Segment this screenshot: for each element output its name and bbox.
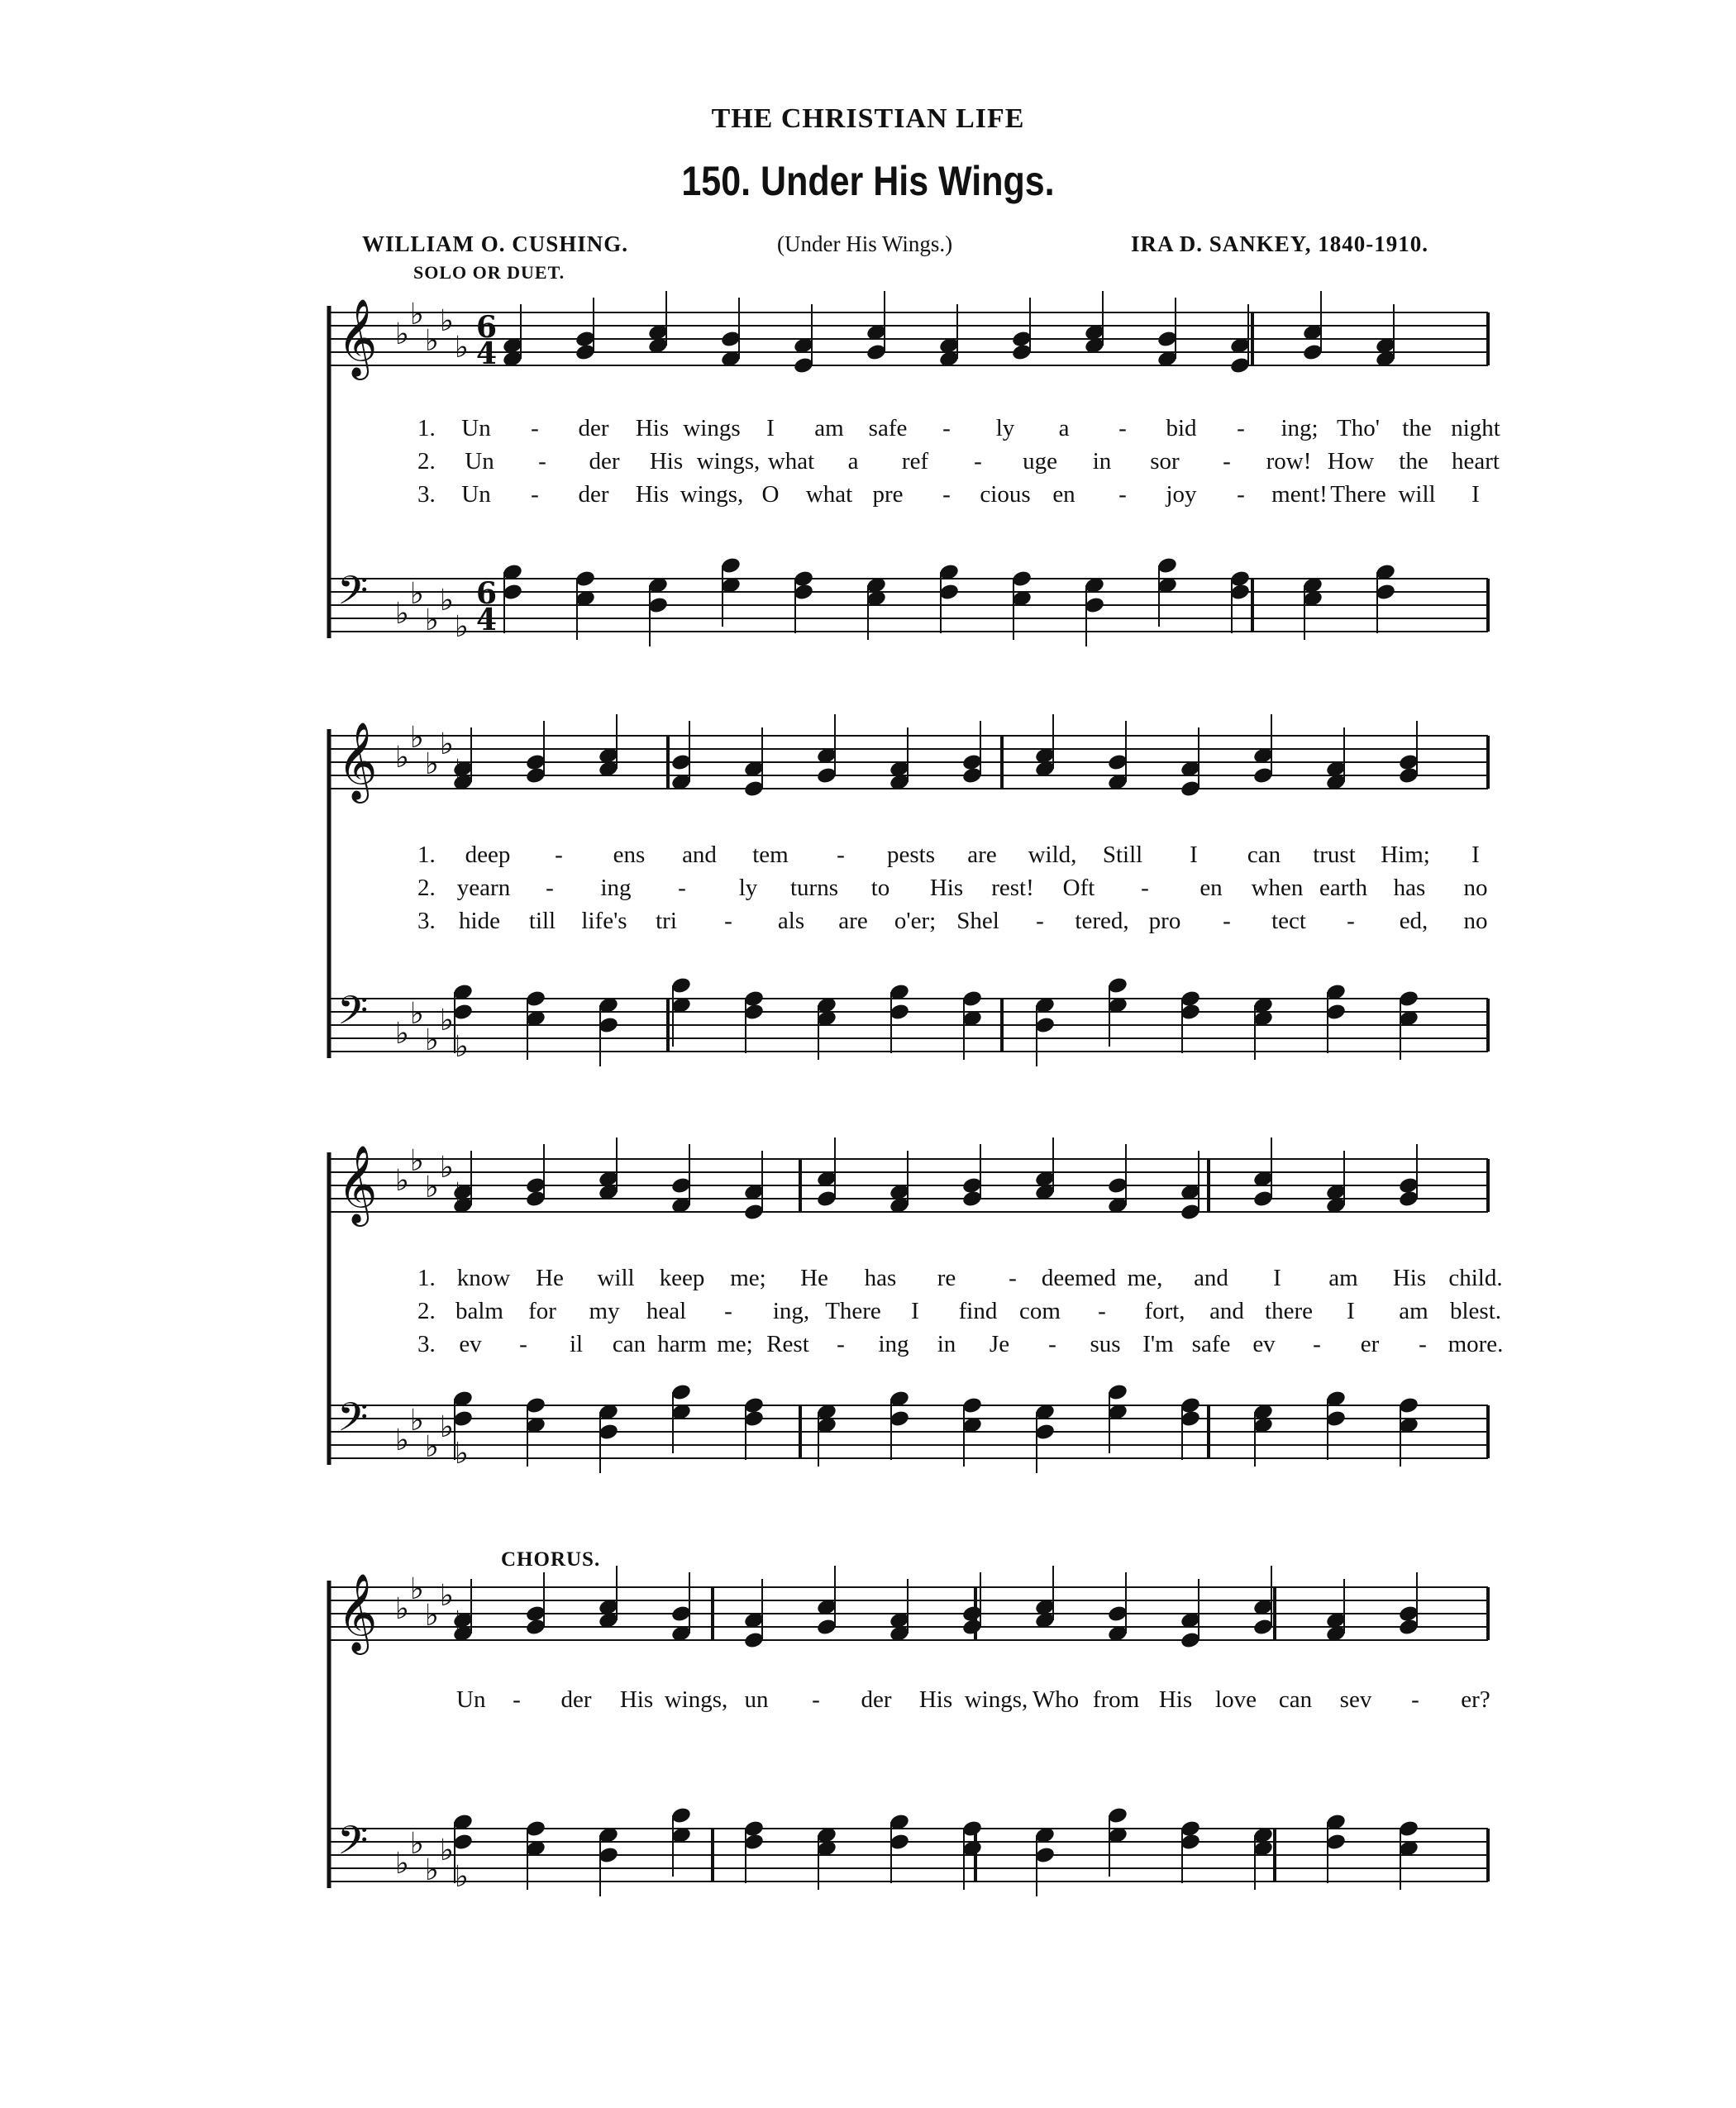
- lyric-syllable: His: [635, 415, 670, 441]
- lyric-syllable: know: [456, 1265, 511, 1291]
- lyric-syllable: Oft: [1062, 875, 1095, 901]
- lyric-syllable: -: [974, 448, 982, 475]
- lyric-syllable: has: [864, 1265, 897, 1291]
- lyric-syllable: ing;: [1281, 415, 1319, 441]
- flat-icon: ♭: [410, 298, 424, 331]
- lyric-syllable: me,: [1127, 1265, 1163, 1291]
- lyric-syllable: 1.: [417, 415, 436, 441]
- lyric-syllable: er?: [1461, 1686, 1490, 1713]
- lyric-syllable: I: [1190, 842, 1198, 868]
- lyric-syllable: Tho': [1337, 415, 1380, 441]
- lyric-syllable: -: [1141, 875, 1149, 901]
- lyric-syllable: ly: [738, 875, 758, 901]
- lyric-syllable: His: [1392, 1265, 1427, 1291]
- lyric-syllable: 1.: [417, 1265, 436, 1291]
- lyric-syllable: me;: [717, 1331, 753, 1357]
- treble-clef-icon: 𝄞: [337, 298, 378, 377]
- lyric-syllable: His: [929, 875, 964, 901]
- chorus-label: CHORUS.: [501, 1548, 601, 1571]
- lyric-syllable: There: [1330, 481, 1386, 508]
- flat-icon: ♭: [395, 1164, 409, 1198]
- lyric-syllable: un: [744, 1686, 769, 1713]
- lyric-syllable: heal: [646, 1298, 687, 1324]
- bass-clef-icon: 𝄢: [337, 567, 369, 623]
- lyric-syllable: ref: [901, 448, 929, 475]
- lyric-syllable: I: [1471, 481, 1480, 508]
- flat-icon: ♭: [425, 1599, 439, 1633]
- lyric-syllable: I: [911, 1298, 919, 1324]
- lyric-syllable: safe: [1191, 1331, 1231, 1357]
- lyric-syllable: am: [1328, 1265, 1358, 1291]
- lyric-syllable: der: [560, 1686, 592, 1713]
- lyric-syllable: will: [1398, 481, 1436, 508]
- lyric-syllable: love: [1215, 1686, 1257, 1713]
- lyric-syllable: -: [942, 481, 951, 508]
- lyric-syllable: -: [837, 1331, 845, 1357]
- lyric-syllable: blest.: [1449, 1298, 1502, 1324]
- lyric-syllable: der: [578, 415, 609, 441]
- lyric-syllable: -: [531, 415, 539, 441]
- lyric-syllable: His: [649, 448, 684, 475]
- lyric-syllable: heart: [1452, 448, 1500, 475]
- lyric-syllable: earth: [1319, 875, 1367, 901]
- lyric-syllable: tri: [656, 908, 677, 934]
- lyric-syllable: when: [1251, 875, 1304, 901]
- lyric-syllable: il: [569, 1331, 584, 1357]
- lyric-syllable: 3.: [417, 908, 436, 934]
- lyric-syllable: the: [1402, 415, 1432, 441]
- flat-icon: ♭: [410, 997, 424, 1031]
- lyric-syllable: no: [1463, 875, 1488, 901]
- lyric-syllable: 3.: [417, 481, 436, 508]
- lyric-syllable: ens: [613, 842, 646, 868]
- lyric-syllable: no: [1463, 908, 1488, 934]
- lyric-syllable: will: [597, 1265, 635, 1291]
- lyric-syllable: How: [1327, 448, 1375, 475]
- author-credit: WILLIAM O. CUSHING.: [362, 231, 629, 256]
- lyric-syllable: more.: [1447, 1331, 1504, 1357]
- lyric-syllable: bid: [1166, 415, 1197, 441]
- section-title: THE CHRISTIAN LIFE: [711, 103, 1025, 134]
- lyric-syllable: sev: [1339, 1686, 1372, 1713]
- lyric-syllable: turns: [790, 875, 838, 901]
- flat-icon: ♭: [410, 577, 424, 611]
- flat-icon: ♭: [425, 747, 439, 781]
- lyric-syllable: der: [578, 481, 609, 508]
- lyric-syllable: -: [1223, 908, 1231, 934]
- lyric-syllable: deemed: [1041, 1265, 1117, 1291]
- lyric-syllable: Un: [456, 1686, 486, 1713]
- lyric-syllable: -: [538, 448, 546, 475]
- lyric-syllable: Un: [465, 448, 494, 475]
- lyric-syllable: from: [1092, 1686, 1140, 1713]
- lyric-syllable: o'er;: [894, 908, 937, 934]
- lyric-syllable: are: [838, 908, 868, 934]
- lyric-syllable: yearn: [456, 875, 511, 901]
- flat-icon: ♭: [455, 610, 469, 644]
- lyric-syllable: in: [937, 1331, 956, 1357]
- lyric-syllable: His: [1158, 1686, 1193, 1713]
- lyric-syllable: am: [1399, 1298, 1428, 1324]
- lyric-syllable: has: [1393, 875, 1426, 901]
- lyric-syllable: ev: [1252, 1331, 1276, 1357]
- flat-icon: ♭: [440, 1579, 454, 1613]
- flat-icon: ♭: [425, 1430, 439, 1464]
- flat-icon: ♭: [410, 1144, 424, 1178]
- lyric-syllable: there: [1265, 1298, 1313, 1324]
- lyric-syllable: till: [528, 908, 556, 934]
- lyric-syllable: tem: [752, 842, 789, 868]
- lyric-syllable: safe: [868, 415, 908, 441]
- lyric-syllable: -: [1048, 1331, 1056, 1357]
- lyric-syllable: can: [1278, 1686, 1313, 1713]
- flat-icon: ♭: [410, 721, 424, 755]
- lyric-syllable: -: [513, 1686, 521, 1713]
- lyric-syllable: pests: [887, 842, 935, 868]
- lyric-syllable: rest!: [991, 875, 1034, 901]
- flat-icon: ♭: [440, 727, 454, 761]
- lyric-syllable: my: [589, 1298, 620, 1324]
- lyric-syllable: keep: [659, 1265, 705, 1291]
- lyric-syllable: -: [1118, 415, 1127, 441]
- lyric-syllable: a: [847, 448, 859, 475]
- lyric-syllable: 3.: [417, 1331, 436, 1357]
- lyric-syllable: ing: [878, 1331, 909, 1357]
- flat-icon: ♭: [410, 1827, 424, 1861]
- lyric-syllable: a: [1058, 415, 1070, 441]
- lyric-syllable: -: [1036, 908, 1044, 934]
- lyric-syllable: ing: [600, 875, 632, 901]
- lyric-syllable: en: [1199, 875, 1223, 901]
- flat-icon: ♭: [440, 304, 454, 338]
- flat-icon: ♭: [395, 1424, 409, 1457]
- composer-credit: IRA D. SANKEY, 1840-1910.: [1131, 231, 1429, 256]
- lyric-syllable: -: [519, 1331, 527, 1357]
- flat-icon: ♭: [455, 1437, 469, 1471]
- lyric-syllable: Rest: [766, 1331, 809, 1357]
- flat-icon: ♭: [455, 331, 469, 365]
- lyric-syllable: hide: [459, 908, 500, 934]
- tune-name: (Under His Wings.): [777, 231, 953, 256]
- lyric-syllable: His: [635, 481, 670, 508]
- lyric-syllable: I: [1273, 1265, 1281, 1291]
- lyric-syllable: Still: [1102, 842, 1143, 868]
- performance-direction: SOLO OR DUET.: [413, 262, 565, 283]
- lyric-syllable: -: [531, 481, 539, 508]
- lyric-syllable: der: [861, 1686, 892, 1713]
- lyric-syllable: can: [1247, 842, 1281, 868]
- lyric-syllable: -: [1223, 448, 1231, 475]
- lyric-syllable: -: [724, 1298, 732, 1324]
- lyric-syllable: joy: [1166, 481, 1197, 508]
- lyric-syllable: I: [1347, 1298, 1355, 1324]
- lyric-syllable: en: [1052, 481, 1075, 508]
- lyric-syllable: wings,: [680, 481, 744, 508]
- treble-clef-icon: 𝄞: [337, 1573, 378, 1652]
- lyric-syllable: in: [1092, 448, 1112, 475]
- lyric-syllable: 2.: [417, 1298, 436, 1324]
- flat-icon: ♭: [440, 1834, 454, 1867]
- flat-icon: ♭: [425, 1171, 439, 1204]
- lyric-syllable: wild,: [1028, 842, 1077, 868]
- lyric-syllable: com: [1019, 1298, 1061, 1324]
- lyric-syllable: ment!: [1271, 481, 1328, 508]
- lyric-syllable: tect: [1271, 908, 1306, 934]
- lyric-syllable: -: [837, 842, 845, 868]
- lyric-syllable: He: [800, 1265, 828, 1291]
- lyric-syllable: what: [767, 448, 815, 475]
- lyric-syllable: His: [619, 1686, 654, 1713]
- lyric-syllable: He: [536, 1265, 564, 1291]
- time-signature-bottom: 4: [476, 603, 498, 637]
- lyric-syllable: Un: [461, 481, 491, 508]
- flat-icon: ♭: [410, 1404, 424, 1438]
- lyric-syllable: wings: [683, 415, 741, 441]
- flat-icon: ♭: [395, 1592, 409, 1626]
- treble-clef-icon: 𝄞: [337, 1145, 378, 1223]
- lyric-syllable: harm: [657, 1331, 707, 1357]
- lyric-syllable: night: [1451, 415, 1500, 441]
- treble-clef-icon: 𝄞: [337, 722, 378, 800]
- lyric-syllable: and: [1194, 1265, 1228, 1291]
- lyric-syllable: life's: [581, 908, 627, 934]
- flat-icon: ♭: [425, 1023, 439, 1057]
- lyric-syllable: als: [777, 908, 805, 934]
- lyric-syllable: wings,: [664, 1686, 728, 1713]
- flat-icon: ♭: [410, 1572, 424, 1606]
- lyric-syllable: Un: [461, 415, 491, 441]
- lyric-syllable: pro: [1148, 908, 1181, 934]
- lyric-syllable: -: [546, 875, 554, 901]
- lyric-syllable: sor: [1150, 448, 1180, 475]
- lyric-syllable: ev: [459, 1331, 482, 1357]
- lyric-syllable: -: [1411, 1686, 1419, 1713]
- lyric-syllable: tered,: [1075, 908, 1129, 934]
- flat-icon: ♭: [395, 1017, 409, 1051]
- time-signature-top: 6: [476, 576, 498, 611]
- lyric-syllable: wings,: [964, 1686, 1028, 1713]
- lyric-syllable: -: [1098, 1298, 1106, 1324]
- lyric-syllable: trust: [1313, 842, 1356, 868]
- lyric-syllable: ed,: [1399, 908, 1428, 934]
- lyric-syllable: what: [805, 481, 853, 508]
- lyric-syllable: cious: [980, 481, 1031, 508]
- bass-clef-icon: 𝄢: [337, 987, 369, 1043]
- lyric-syllable: His: [918, 1686, 953, 1713]
- flat-icon: ♭: [395, 317, 409, 351]
- lyric-syllable: -: [812, 1686, 820, 1713]
- flat-icon: ♭: [440, 1151, 454, 1185]
- lyric-syllable: There: [825, 1298, 881, 1324]
- flat-icon: ♭: [440, 1004, 454, 1037]
- lyric-syllable: der: [589, 448, 620, 475]
- lyric-syllable: are: [967, 842, 997, 868]
- flat-icon: ♭: [425, 603, 439, 637]
- flat-icon: ♭: [395, 741, 409, 775]
- lyric-syllable: re: [937, 1265, 956, 1291]
- time-signature-bottom: 4: [476, 336, 498, 371]
- lyric-syllable: and: [682, 842, 717, 868]
- lyric-syllable: -: [1009, 1265, 1017, 1291]
- lyric-syllable: Him;: [1381, 842, 1430, 868]
- flat-icon: ♭: [455, 1860, 469, 1894]
- lyric-syllable: 1.: [417, 842, 436, 868]
- lyric-syllable: find: [958, 1298, 998, 1324]
- flat-icon: ♭: [425, 324, 439, 358]
- hymn-title: 150. Under His Wings.: [681, 158, 1055, 204]
- lyric-syllable: -: [1419, 1331, 1427, 1357]
- lyric-syllable: I: [1471, 842, 1480, 868]
- flat-icon: ♭: [440, 584, 454, 618]
- lyric-syllable: balm: [455, 1298, 503, 1324]
- bass-clef-icon: 𝄢: [337, 1817, 369, 1873]
- lyric-syllable: -: [678, 875, 686, 901]
- lyric-syllable: uge: [1023, 448, 1057, 475]
- lyric-syllable: Shel: [956, 908, 999, 934]
- lyric-syllable: -: [1237, 481, 1245, 508]
- lyric-syllable: wings,: [696, 448, 761, 475]
- flat-icon: ♭: [395, 597, 409, 631]
- lyric-syllable: child.: [1448, 1265, 1503, 1291]
- lyric-syllable: -: [555, 842, 563, 868]
- lyric-syllable: am: [814, 415, 844, 441]
- flat-icon: ♭: [395, 1847, 409, 1881]
- lyric-syllable: and: [1209, 1298, 1244, 1324]
- lyric-syllable: fort,: [1144, 1298, 1185, 1324]
- lyric-syllable: -: [724, 908, 732, 934]
- lyric-syllable: to: [870, 875, 890, 901]
- flat-icon: ♭: [455, 1030, 469, 1064]
- lyric-syllable: ing,: [772, 1298, 810, 1324]
- lyric-syllable: -: [1118, 481, 1127, 508]
- lyric-syllable: Je: [989, 1331, 1010, 1357]
- lyric-syllable: 2.: [417, 448, 436, 475]
- lyric-syllable: sus: [1090, 1331, 1121, 1357]
- lyric-syllable: row!: [1266, 448, 1312, 475]
- bass-clef-icon: 𝄢: [337, 1394, 369, 1450]
- lyric-syllable: O: [761, 481, 780, 508]
- lyric-syllable: pre: [872, 481, 904, 508]
- lyric-syllable: -: [942, 415, 951, 441]
- lyric-syllable: ly: [995, 415, 1015, 441]
- lyric-syllable: me;: [730, 1265, 766, 1291]
- lyric-syllable: -: [1313, 1331, 1321, 1357]
- lyric-syllable: can: [612, 1331, 646, 1357]
- lyric-syllable: I: [766, 415, 775, 441]
- flat-icon: ♭: [425, 1853, 439, 1887]
- lyric-syllable: -: [1347, 908, 1355, 934]
- lyric-syllable: I'm: [1142, 1331, 1174, 1357]
- time-signature-top: 6: [476, 310, 498, 345]
- flat-icon: ♭: [440, 1410, 454, 1444]
- lyric-syllable: er: [1360, 1331, 1380, 1357]
- lyric-syllable: -: [1237, 415, 1245, 441]
- lyric-syllable: for: [528, 1298, 556, 1324]
- lyric-syllable: Who: [1032, 1686, 1080, 1713]
- lyric-syllable: deep: [465, 842, 511, 868]
- lyric-syllable: 2.: [417, 875, 436, 901]
- lyric-syllable: the: [1399, 448, 1428, 475]
